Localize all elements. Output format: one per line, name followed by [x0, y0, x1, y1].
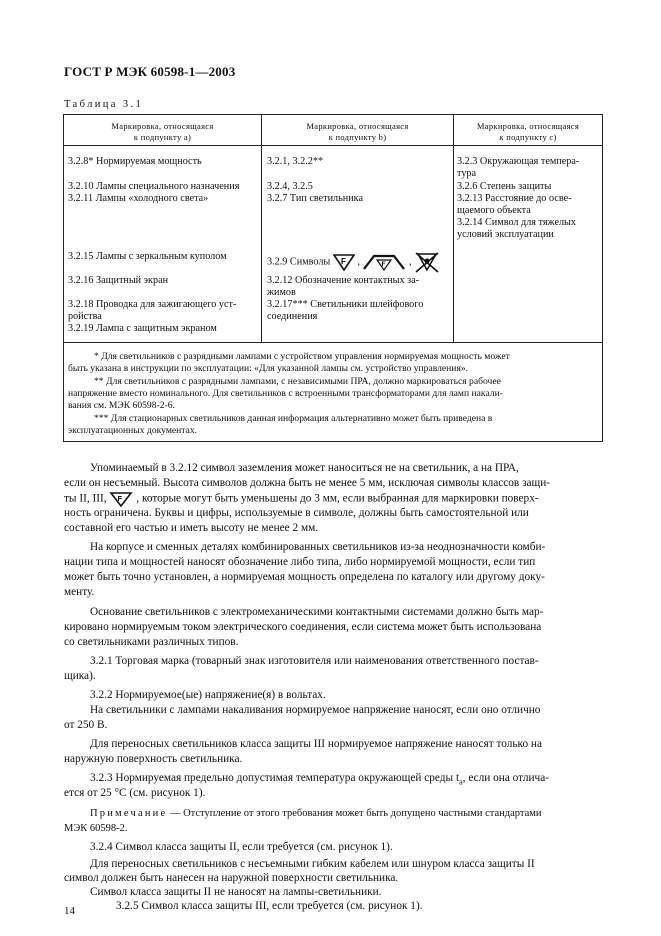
- table-cell: тура: [457, 168, 477, 179]
- body-line: от 250 В.: [64, 719, 108, 731]
- document-header: ГОСТ Р МЭК 60598-1—2003: [64, 64, 236, 79]
- body-line: 3.2.2 Нормируемое(ые) напряжение(я) в вольтах.: [90, 689, 326, 701]
- body-line: кировано нормируемым током электрического соединения, если система может быть использована: [64, 621, 542, 633]
- symbol-crossed-lamp-icon: [414, 251, 440, 273]
- table-cell: жимов: [267, 287, 296, 298]
- table-cell: щаемого объекта: [457, 205, 531, 216]
- note-line: Примечание — Отступление от этого требования может быть допущено частными стандартами: [90, 808, 542, 819]
- table-footnote: напряжение вместо номинального. Для светильников с встроенными трансформаторами для ламп накали-: [68, 388, 503, 399]
- body-line: На корпусе и сменных деталях комбинированных светильников из-за неоднозначности комби-: [90, 541, 546, 553]
- table-cell: 3.2.11 Лампы «холодного света»: [68, 193, 209, 204]
- table-footnote-divider: [64, 342, 602, 343]
- table-cell: 3.2.13 Расстояние до осве-: [457, 193, 572, 204]
- table-footnote: эксплуатационных документах.: [68, 425, 198, 436]
- table-cell: 3.2.10 Лампы специального назначения: [68, 181, 240, 192]
- symbol-f-trapezoid-icon: [362, 253, 406, 271]
- table-footnote: вания см. МЭК 60598-2-6.: [68, 400, 175, 411]
- body-line: Основание светильников с электромеханическими контактными системами должно быть мар-: [90, 606, 544, 618]
- body-line: ется от 25 °С (см. рисунок 1).: [64, 787, 206, 799]
- table-3-1: [63, 114, 603, 442]
- table-cell: 3.2.16 Защитный экран: [68, 275, 169, 286]
- body-line: если он несъемный. Высота символов должна быть не менее 5 мм, исключая символы классов защи-: [64, 477, 551, 489]
- symbol-f-triangle-icon: [333, 253, 355, 271]
- table-cell: 3.2.3 Окружающая темпера-: [457, 156, 580, 167]
- body-line: 3.2.1 Торговая марка (товарный знак изготовителя или наименования ответственного постав-: [90, 655, 539, 667]
- table-column-divider: [261, 115, 262, 342]
- body-line: Для переносных светильников с несъемными гибким кабелем или шнуром класса защиты II: [90, 858, 535, 870]
- column-header-b: Маркировка, относящаяся к подпункту b): [306, 121, 409, 142]
- body-line: символ должен быть нанесен на наружной поверхности светильника.: [64, 872, 399, 884]
- table-footnote: ** Для светильников с разрядными лампами, с независимыми ПРА, должно маркироваться рабочее: [94, 376, 501, 387]
- table-caption: Таблица 3.1: [64, 99, 144, 110]
- table-cell: ройства: [68, 311, 102, 322]
- table-cell: 3.2.19 Лампа с защитным экраном: [68, 323, 217, 334]
- svg-text:F: F: [381, 261, 386, 268]
- body-line: менту.: [64, 586, 95, 598]
- table-cell: соединения: [267, 311, 318, 322]
- body-line: 3.2.4 Символ класса защиты II, если требуется (см. рисунок 1).: [90, 841, 393, 853]
- table-column-divider: [453, 115, 454, 342]
- table-footnote: *** Для стационарных светильников данная информация альтернативно может быть приведена в: [94, 413, 493, 424]
- symbols-label: 3.2.9 Символы: [267, 256, 331, 268]
- body-line: 3.2.5 Символ класса защиты III, если требуется (см. рисунок 1).: [116, 900, 423, 912]
- note-line: МЭК 60598-2.: [64, 823, 128, 834]
- table-cell: 3.2.7 Тип светильника: [267, 193, 363, 204]
- body-line: нации типа и мощностей наносят обозначение либо типа, либо нормируемой мощности, если тип: [64, 556, 536, 568]
- table-cell: 3.2.12 Обозначение контактных за-: [267, 275, 420, 286]
- body-line: На светильники с лампами накаливания нормируемое напряжение наносят, если оно отлично: [90, 704, 541, 716]
- body-line: Упоминаемый в 3.2.12 символ заземления может наноситься не на светильник, а на ПРА,: [90, 462, 519, 474]
- table-cell: 3.2.6 Степень защиты: [457, 181, 552, 192]
- body-line: щика).: [64, 670, 96, 682]
- table-cell: 3.2.1, 3.2.2**: [267, 156, 324, 167]
- table-header-divider: [64, 145, 602, 146]
- body-line: Для переносных светильников класса защиты III нормируемое напряжение наносят только на: [90, 738, 542, 750]
- body-line: наружную поверхность светильника.: [64, 753, 243, 765]
- svg-text:F: F: [340, 257, 346, 266]
- table-cell: 3.2.15 Лампы с зеркальным куполом: [68, 251, 227, 262]
- body-line: ты II, III, F , которые могут быть уменьшены до 3 мм, если выбранная для маркировки поверх-: [64, 491, 600, 507]
- table-cell: 3.2.4, 3.2.5: [267, 181, 313, 192]
- body-line: 3.2.3 Нормируемая предельно допустимая температура окружающей среды $t_a$, если она отлича-: [90, 772, 549, 787]
- table-cell: 3.2.14 Символ для тяжелых: [457, 217, 576, 228]
- table-cell: 3.2.18 Проводка для зажигающего уст-: [68, 299, 237, 310]
- table-cell: условий эксплуатации: [457, 229, 554, 240]
- body-line: со светильниками различных типов.: [64, 636, 239, 648]
- svg-text:F: F: [117, 494, 123, 503]
- table-cell: 3.2.8* Нормируемая мощность: [68, 156, 202, 167]
- table-cell: 3.2.17*** Светильники шлейфового: [267, 299, 424, 310]
- table-footnote: * Для светильников с разрядными лампами с устройством управления нормируемая мощность может: [94, 351, 510, 362]
- note-label: Примечание: [90, 808, 168, 819]
- table-cell: 3.2.9 Символы F , F ,: [267, 251, 440, 273]
- class-iii-symbol-icon: [109, 491, 133, 507]
- column-header-a: Маркировка, относящаяся к подпункту а): [111, 121, 214, 142]
- table-footnote: быть указана в инструкции по эксплуатации: «Для указанной лампы см. устройство управления».: [68, 363, 469, 374]
- column-header-c: Маркировка, относящаяся к подпункту с): [476, 121, 580, 142]
- body-line: может быть точно установлен, а нормируемая мощность определена по каталогу или другому доку-: [64, 571, 545, 583]
- page-number: 14: [64, 905, 75, 917]
- body-line: составной его частью и иметь высоту не менее 2 мм.: [64, 522, 319, 534]
- body-line: ность ограничена. Буквы и цифры, используемые в символе, должны быть самостоятельной или: [64, 507, 529, 519]
- body-line: Символ класса защиты II не наносят на лампы-светильники.: [90, 886, 382, 898]
